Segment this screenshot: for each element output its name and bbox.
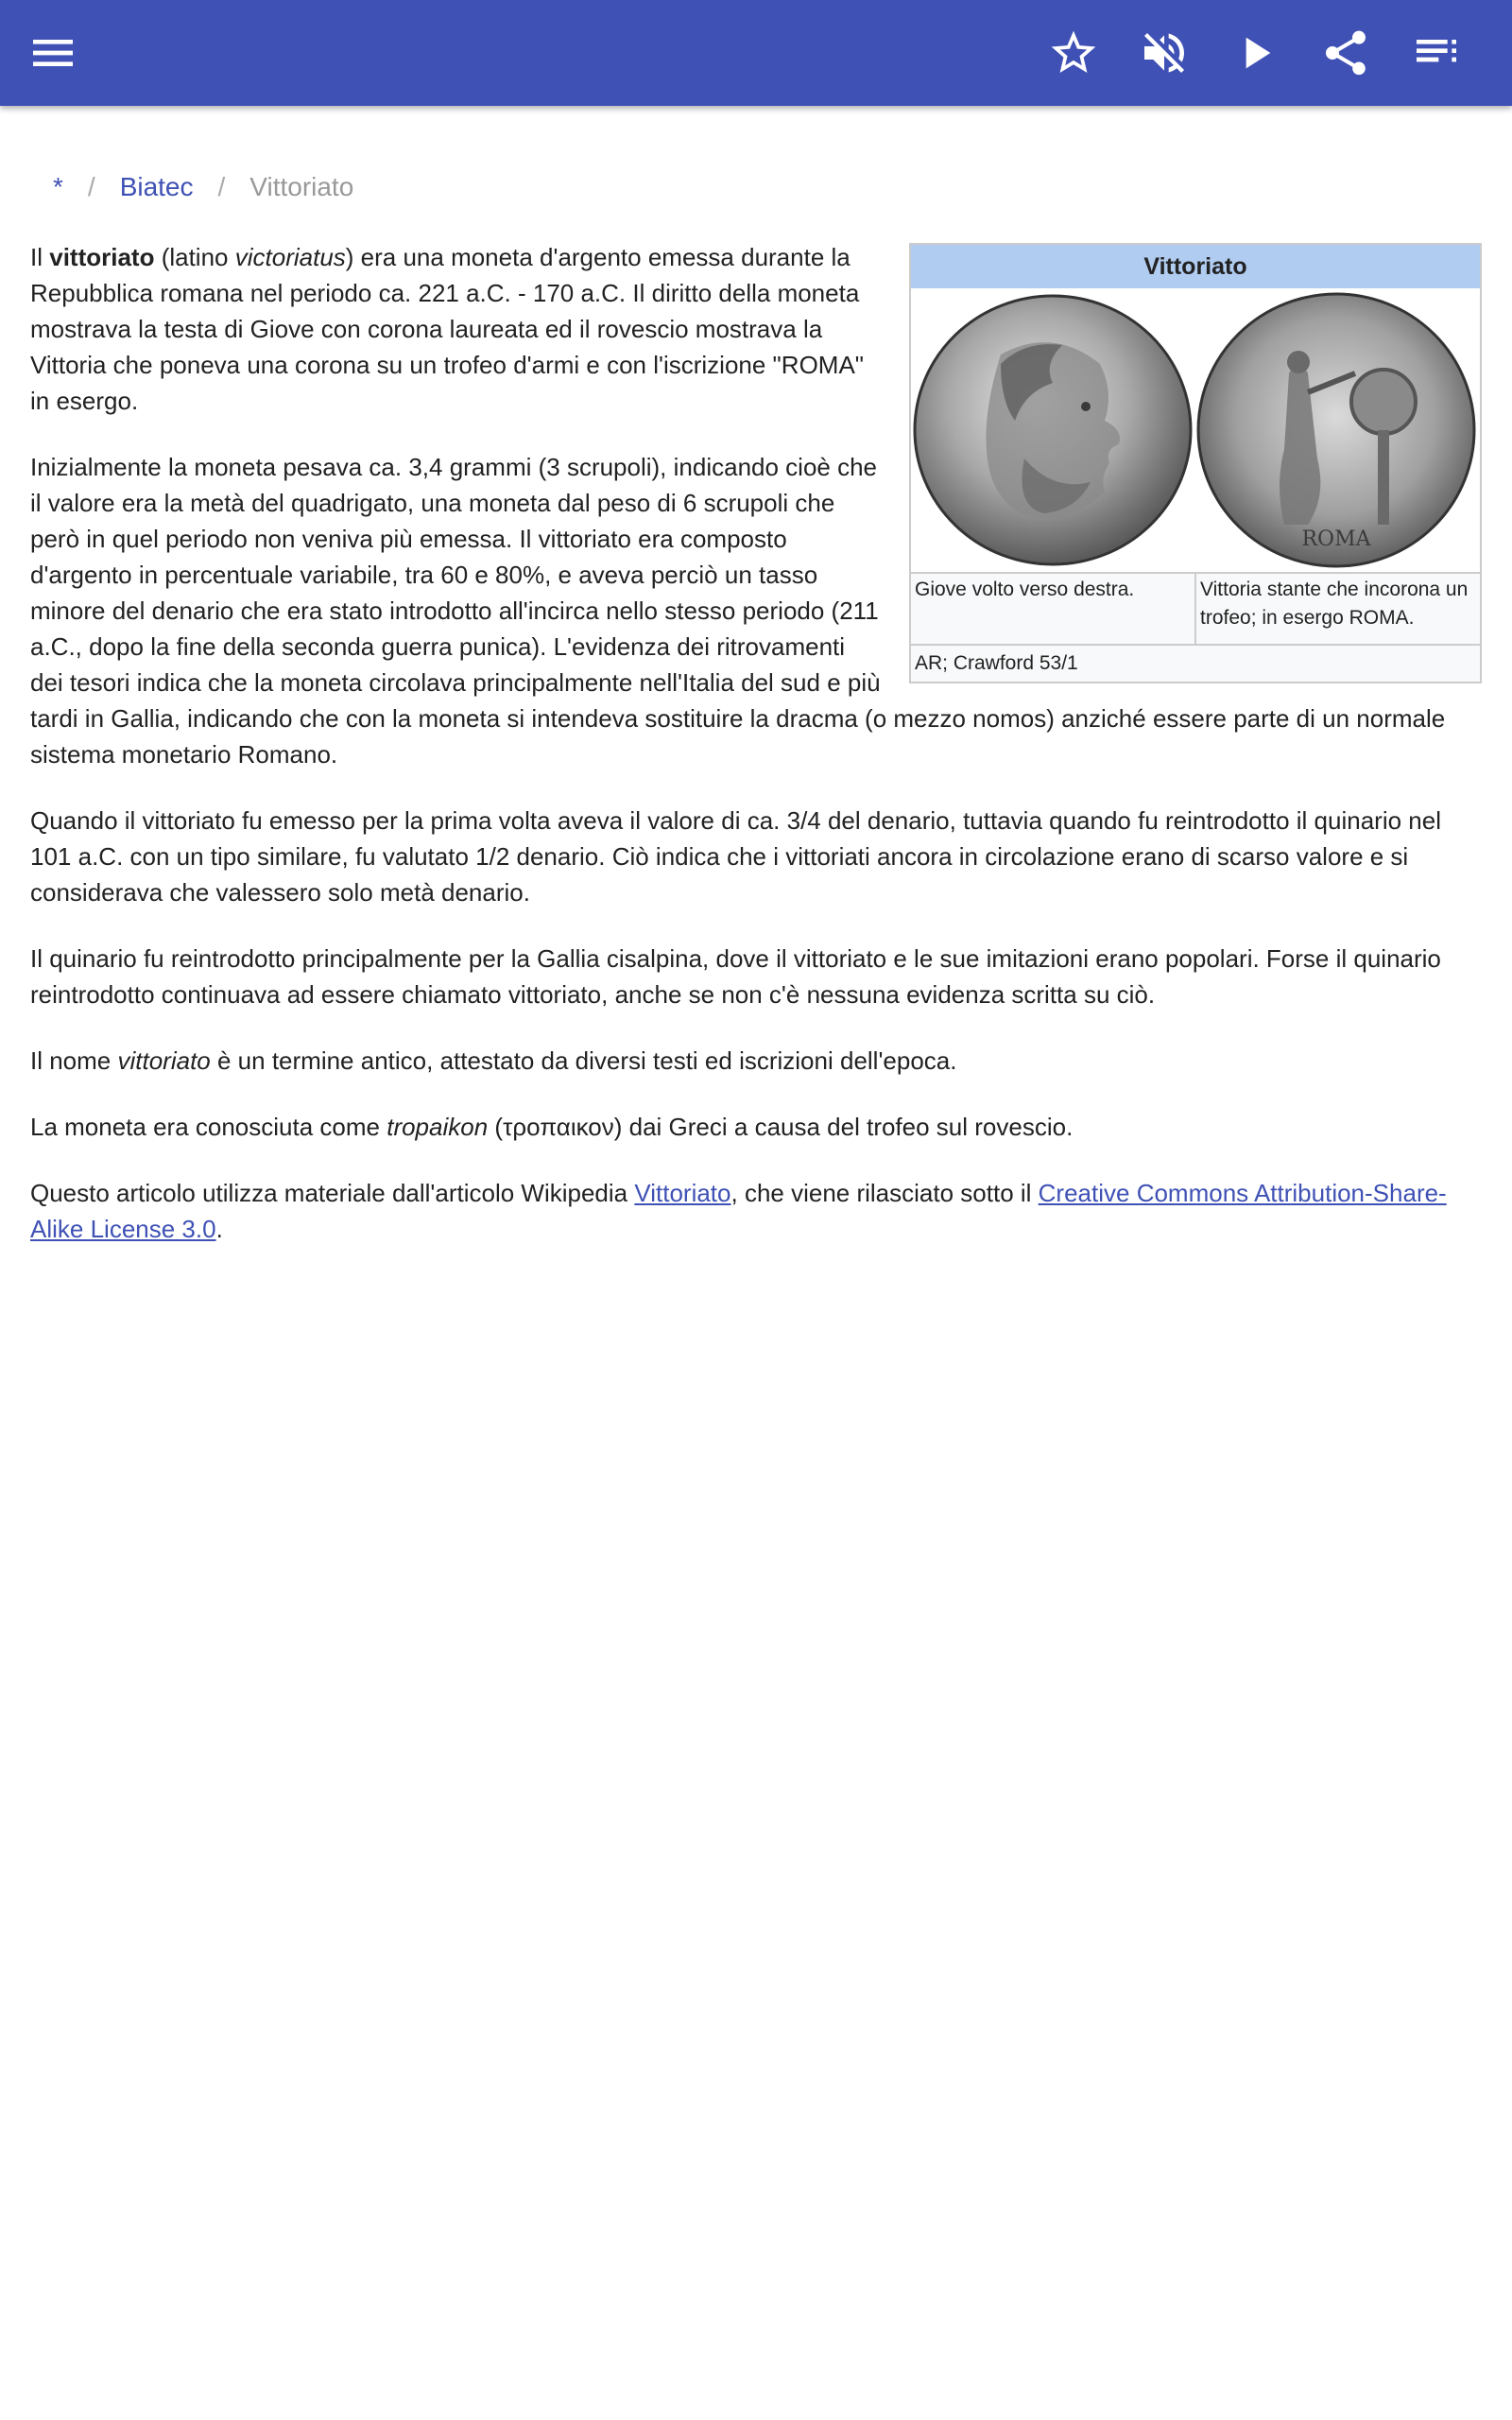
breadcrumb-separator: / [87, 172, 95, 201]
breadcrumb-separator: / [217, 172, 226, 201]
term-victoriatus: victoriatus [234, 243, 346, 271]
play-icon[interactable] [1228, 26, 1281, 79]
obverse-coin [915, 296, 1191, 564]
license-link[interactable]: Creative Commons Attribution-Share-Alike License 3.0 [30, 1179, 1447, 1243]
infobox-descriptions [911, 574, 1480, 646]
infobox-footer: AR; Crawford 53/1 [915, 652, 1078, 674]
app-bar [0, 0, 1512, 106]
term-tropaikon: tropaikon [387, 1113, 489, 1141]
playlist-icon[interactable] [1410, 26, 1463, 79]
term-vittoriato: vittoriato [49, 243, 155, 271]
volume-off-icon[interactable] [1138, 26, 1191, 79]
paragraph-3: Quando il vittoriato fu emesso per la prima volta aveva il valore di ca. 3/4 del denario, tuttavia quando fu reintrodotto il quinario nel 101 a.C. con un tipo similare, fu valutato 1/2 denario. Ciò indica che i vittoriati ancora in circolazione erano di scarso valore e si considerava che valessero solo metà denario. [30, 806, 1441, 907]
article-content [30, 239, 1482, 1277]
paragraph-2: Inizialmente la moneta pesava ca. 3,4 grammi (3 scrupoli), indicando cioè che il valore era la metà del quadrigato, una moneta dal peso di 6 scrupoli che però in quel periodo non veniva più emessa. Il vittoriato era composto d'argento in percentuale variabile, tra 60 e 80%, e aveva perciò un tasso minore del denario che era stato introdotto all'incirca nello stesso periodo (211 a.C., dopo la fine della seconda guerra punica). L'evidenza dei ritrovamenti dei tesori indica che la moneta circolava principalmente nell'Italia del sud e più tardi in Gallia, indicando che con la moneta si intendeva sostituire la dracma (o mezzo nomos) anziché essere parte di un normale sistema monetario Romano. [30, 453, 1446, 769]
obverse-description: Giove volto verso destra. [915, 579, 1135, 600]
paragraph-5: Il nome vittoriato è un termine antico, attestato da diversi testi ed iscrizioni dell'epoca. [30, 1046, 957, 1075]
breadcrumb [53, 170, 353, 204]
paragraph-4: Il quinario fu reintrodotto principalmente per la Gallia cisalpina, dove il vittoriato e le sue imitazioni erano popolari. Forse il quinario reintrodotto continuava ad essere chiamato vittoriato, anche se non c'è nessuna evidenza scritta su ciò. [30, 944, 1441, 1009]
paragraph-6: La moneta era conosciuta come tropaikon (τροπαικον) dai Greci a causa del trofeo sul rovescio. [30, 1113, 1074, 1141]
infobox [909, 243, 1482, 683]
star-icon[interactable] [1047, 26, 1100, 79]
wikipedia-article-link[interactable]: Vittoriato [634, 1179, 731, 1207]
coin-inscription: ROMA [1301, 527, 1371, 551]
reverse-coin [1198, 294, 1474, 566]
coin-image[interactable] [911, 288, 1480, 574]
share-icon[interactable] [1319, 26, 1372, 79]
license-credit: Questo articolo utilizza materiale dall'articolo Wikipedia Vittoriato, che viene rilasciato sotto il Creative Commons Attribution-Share-Alike License 3.0. [30, 1179, 1447, 1243]
breadcrumb-parent[interactable]: Biatec [119, 172, 194, 201]
menu-icon[interactable] [26, 26, 79, 79]
breadcrumb-home[interactable]: * [53, 172, 63, 201]
breadcrumb-current: Vittoriato [249, 172, 354, 201]
paragraph-1: Il vittoriato (latino victoriatus) era una moneta d'argento emessa durante la Repubblica romana nel periodo ca. 221 a.C. - 170 a.C. Il diritto della moneta mostrava la testa di Giove con corona laureata ed il rovescio mostrava la Vittoria che poneva una corona su un trofeo d'armi e con l'iscrizione "ROMA" in esergo. [30, 243, 865, 415]
reverse-description: Vittoria stante che incorona un trofeo; in esergo ROMA. [1194, 574, 1480, 644]
infobox-title: Vittoriato [911, 245, 1480, 288]
term-vittoriato-italic: vittoriato [117, 1046, 211, 1075]
